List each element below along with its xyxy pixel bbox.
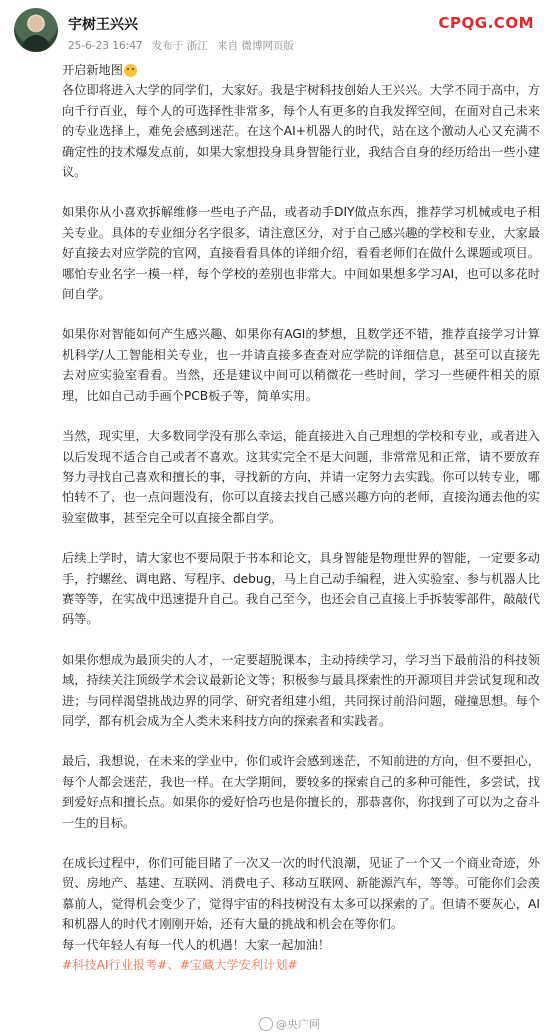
- paragraph-9: 每一代年轻人有每一代人的机遇！大家一起加油！: [62, 937, 331, 952]
- footer-watermark: [259, 1016, 320, 1032]
- weibo-logo-icon: [259, 1017, 273, 1031]
- sweat-smile-emoji-icon: [124, 64, 137, 77]
- post-location: 发布于 浙江: [151, 40, 208, 52]
- post-meta: [68, 38, 300, 53]
- paragraph-4: 当然，现实里，大多数同学没有那么幸运，能直接进入自己理想的学校和专业，或者进入以后发现不适合自己或者不喜欢。这其实完全不是大问题，非常常见和正常，请不要放弃努力寻找自己喜欢和擅长的事，寻找新的方向，并请一定努力去实践。你可以转专业，哪怕转不了，也一点问题没有，你可以直接去找自己感兴趣方向的老师，直接沟通去他的实验室做事，甚至完全可以直接全都自学。: [62, 429, 540, 525]
- paragraph-3: 如果你对智能如何产生感兴趣、如果你有AGI的梦想，且数学还不错，推荐直接学习计算机科学/人工智能相关专业，也一并请直接多查查对应学院的详细信息，甚至可以直接先去对应实验室看看。当然，还是建议中间可以稍微花一些时间，学习一些硬件相关的原理，比如自己动手画个PCB板子等，简单实用。: [62, 327, 540, 403]
- paragraph-6: 如果你想成为最顶尖的人才，一定要超脱课本，主动持续学习，学习当下最前沿的科技领域，持续关注顶级学术会议最新论文等；积极参与最具探索性的开源项目并尝试复现和改进；与同样渴望挑战边界的同学、研究者组建小组，共同探讨前沿问题，碰撞思想。每个同学，都有机会成为全人类未来科技方向的探索者和实践者。: [62, 652, 540, 728]
- footer-watermark-text: @央广网: [276, 1018, 320, 1031]
- paragraph-8: 在成长过程中，你们可能目睹了一次又一次的时代浪潮，见证了一个又一个商业奇迹，外贸、房地产、基建、互联网、消费电子、移动互联网、新能源汽车，等等。可能你们会羡慕前人，觉得机会变少了，觉得宇宙的科技树没有太多可以探索的了。但请不要灰心，AI和机器人的时代才刚刚开始，还有大量的挑战和机会在等你们。: [62, 856, 540, 932]
- author-name[interactable]: 宇树王兴兴: [68, 17, 138, 33]
- hashtag-links[interactable]: #科技AI行业报考#、#宝藏大学安利计划#: [62, 958, 298, 973]
- avatar-shirt: [22, 35, 50, 52]
- avatar-face: [29, 16, 43, 32]
- post-date[interactable]: 25-6-23 16:47: [68, 40, 143, 52]
- paragraph-1: 各位即将进入大学的同学们，大家好。我是宇树科技创始人王兴兴。大学不同于高中，方向千行百业，每个人的可选择性非常多，每个人有更多的自我发挥空间，在面对自己未来的专业选择上，难免会感到迷茫。在这个AI+机器人的时代，站在这个激动人心又充满不确定性的技术爆发点前，如果大家想投身具身智能行业，我结合自身的经历给出一些小建议。: [62, 83, 540, 180]
- post-title-text: 开启新地图: [62, 63, 123, 77]
- paragraph-7: 最后，我想说，在未来的学业中，你们或许会感到迷茫，不知前进的方向，但不要担心，每个人都会迷茫，我也一样。在大学期间，要较多的探索自己的多种可能性，多尝试，找到爱好点和擅长点。如果你的爱好恰巧也是你擅长的，那恭喜你，你找到了可以为之奋斗一生的目标。: [62, 754, 540, 830]
- paragraph-2: 如果你从小喜欢拆解维修一些电子产品，或者动手DIY做点东西，推荐学习机械或电子相关专业。具体的专业细分名字很多，请注意区分，对于自己感兴趣的学校和专业，大家最好直接去对应学院的官网，直接看看具体的详细介绍，看看老师们在做什么课题或项目。哪怕专业名字一模一样，每个学校的差别也非常大。中间如果想多学习AI，也可以多花时间自学。: [62, 205, 540, 302]
- site-watermark: CPQG.COM: [438, 14, 534, 32]
- post-body: [62, 60, 540, 975]
- post-title: [62, 60, 540, 80]
- post-header: [14, 8, 544, 58]
- avatar[interactable]: [14, 8, 58, 52]
- paragraph-5: 后续上学时，请大家也不要局限于书本和论文，具身智能是物理世界的智能，一定要多动手，拧螺丝、调电路、写程序、debug，马上自己动手编程，进入实验室、参与机器人比赛等等，在实战中迅速提升自己。我自己至今，也还会自己直接上手拆装零部件，敲敲代码等。: [62, 551, 540, 627]
- post-source: 来自 微博网页版: [217, 40, 294, 52]
